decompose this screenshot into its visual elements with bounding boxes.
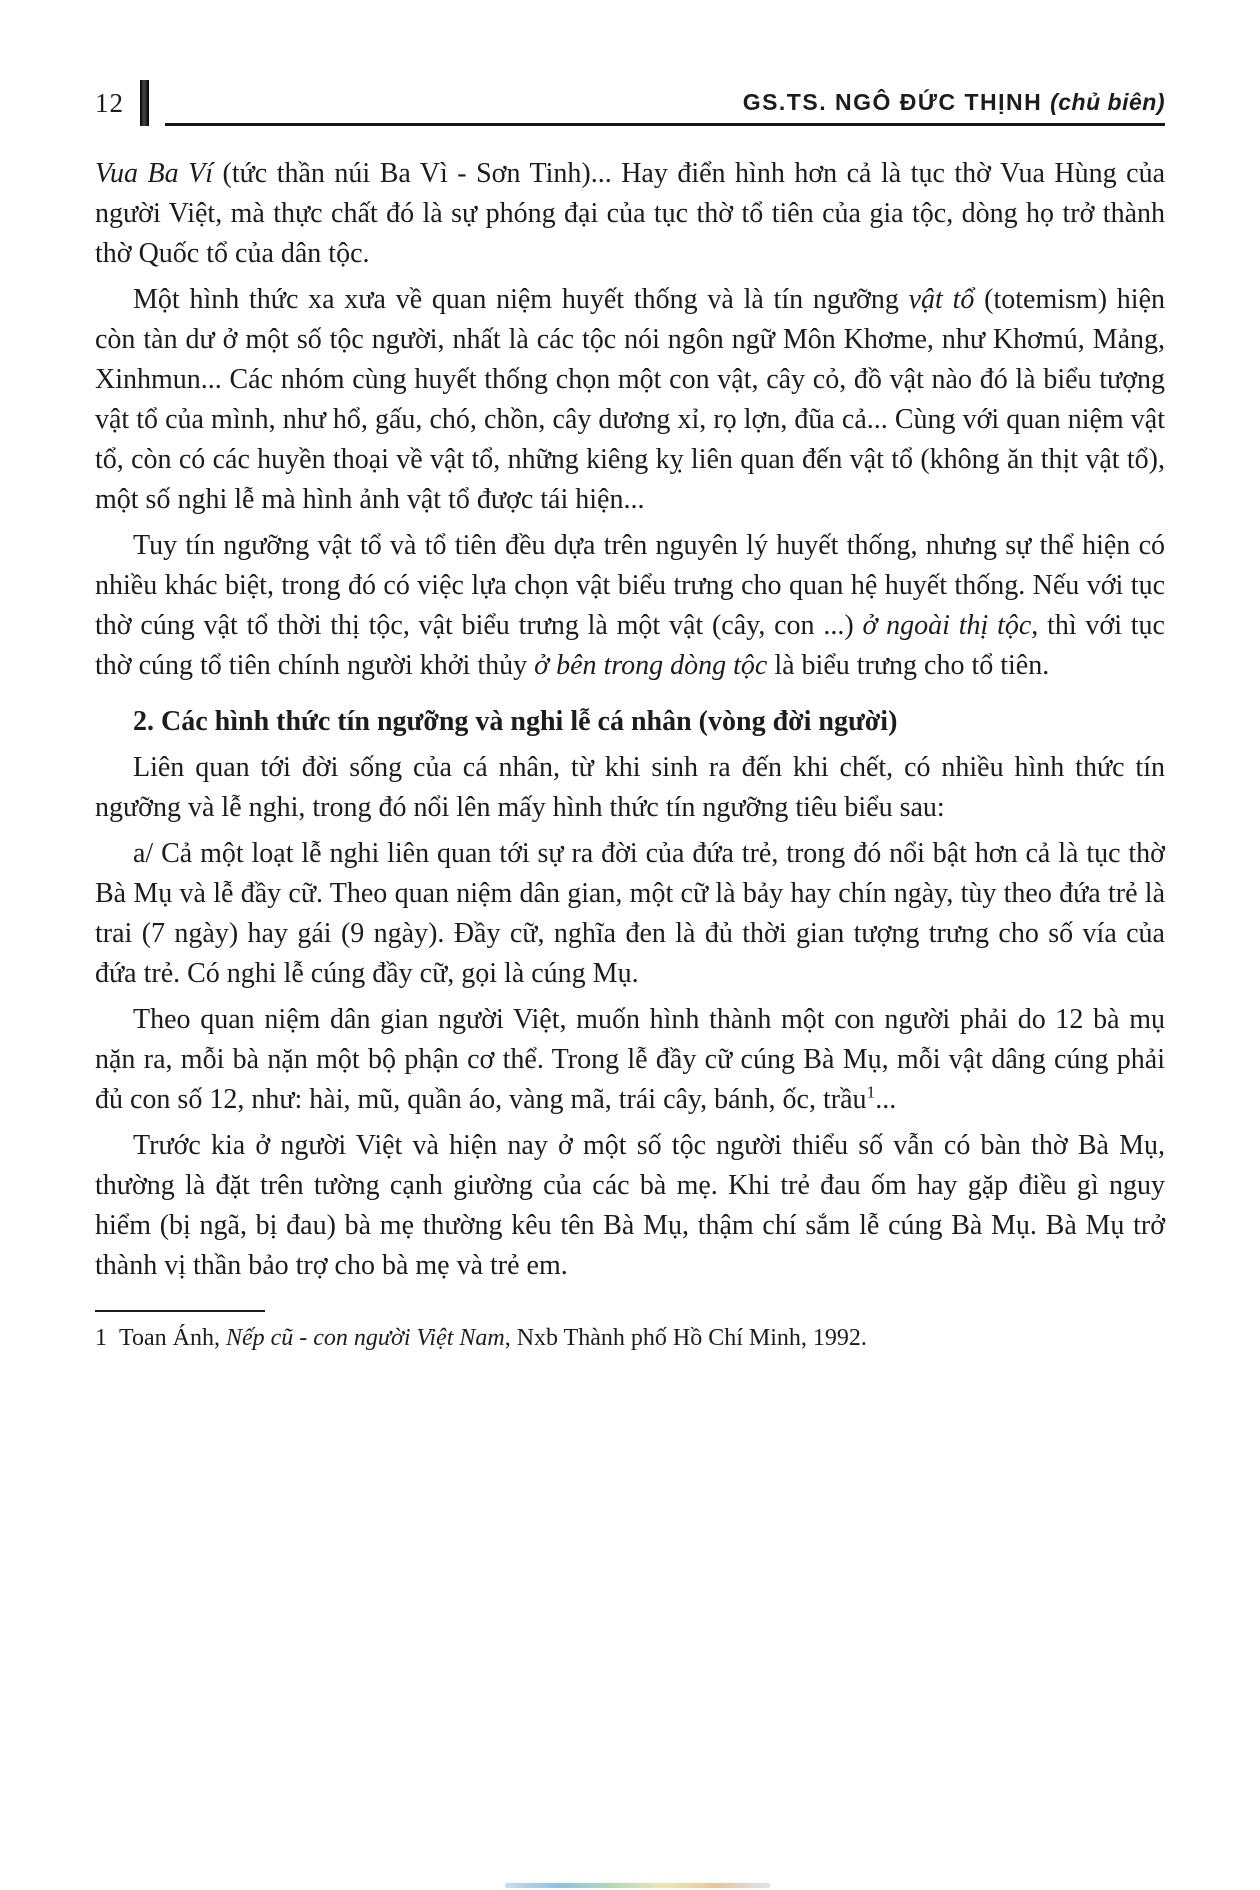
paragraph — [95, 834, 1165, 994]
scan-artifact-strip — [505, 1883, 770, 1888]
text-run: (tức thần núi Ba Vì - Sơn Tinh)... Hay điển hình hơn cả là tục thờ Vua Hùng của người Việt, mà thực chất đó là sự phóng đại của tục thờ tổ tiên của gia tộc, dòng họ trở thành thờ Quốc tổ của dân tộc. — [95, 158, 1166, 269]
emphasized-text: vật tổ — [908, 284, 975, 315]
text-run: Trước kia ở người Việt và hiện nay ở một số tộc người thiểu số vẫn có bàn thờ Bà Mụ, thường là đặt trên tường cạnh giường của các bà mẹ. Khi trẻ đau ốm hay gặp điều gì nguy hiểm (bị ngã, bị đau) bà mẹ thường kêu tên Bà Mụ, thậm chí sắm lễ cúng Bà Mụ. Bà Mụ trở thành vị thần bảo trợ cho bà mẹ và trẻ em. — [95, 1130, 1165, 1281]
page-header — [95, 80, 1165, 126]
text-run: ... — [875, 1084, 897, 1115]
paragraph — [95, 748, 1165, 828]
section-heading — [95, 702, 1165, 742]
footnote-rule — [95, 1310, 265, 1312]
page-body — [95, 154, 1165, 1286]
running-head-author: GS.TS. NGÔ ĐỨC THỊNH — [742, 89, 1051, 115]
paragraph — [95, 1000, 1165, 1120]
text-run: Một hình thức xa xưa về quan niệm huyết thống và là tín ngưỡng — [133, 284, 909, 315]
paragraph — [95, 526, 1165, 686]
text-run: Liên quan tới đời sống của cá nhân, từ khi sinh ra đến khi chết, có nhiều hình thức tín ngưỡng và lễ nghi, trong đó nổi lên mấy hình thức tín ngưỡng tiêu biểu sau: — [95, 752, 1165, 823]
text-run: Tuy tín ngưỡng vật tổ và tổ tiên đều dựa trên nguyên lý huyết thống, nhưng sự thể hiện có nhiều khác biệt, trong đó có việc lựa chọn vật biểu trưng cho quan hệ huyết thống. Nếu với tục thờ cúng vật tổ thời thị tộc, vật biểu trưng là một vật (cây, con ...) — [95, 530, 1165, 641]
emphasized-text: ở bên trong dòng tộc — [534, 650, 768, 681]
footnote-text — [95, 1322, 1165, 1356]
paragraph — [95, 1126, 1165, 1286]
running-head — [165, 89, 1165, 123]
paragraph — [95, 154, 1165, 274]
text-run: là biểu trưng cho tổ tiên. — [767, 650, 1050, 681]
text-run: 1 Toan Ánh, — [95, 1325, 226, 1351]
footnote-ref-mark: 1 — [866, 1082, 876, 1102]
page-number: 12 — [95, 88, 124, 118]
running-head-role: (chủ biên) — [1050, 89, 1165, 115]
paragraph — [95, 280, 1165, 520]
text-run: Theo quan niệm dân gian người Việt, muốn hình thành một con người phải do 12 bà mụ nặn ra, mỗi bà nặn một bộ phận cơ thể. Trong lễ đầy cữ cúng Bà Mụ, mỗi vật dâng cúng phải đủ con số 12, như: hài, mũ, quần áo, vàng mã, trái cây, bánh, ốc, trầu — [95, 1004, 1165, 1115]
emphasized-text: ở ngoài thị tộc — [862, 610, 1032, 641]
text-run: 2. Các hình thức tín ngưỡng và nghi lễ cá nhân (vòng đời người) — [133, 706, 898, 737]
text-run: , Nxb Thành phố Hồ Chí Minh, 1992. — [504, 1325, 867, 1351]
header-right — [165, 89, 1165, 126]
text-run: , thì với tục thờ cúng tổ tiên chính người khởi thủy — [95, 610, 1165, 681]
footnote — [95, 1310, 1165, 1356]
text-run: (totemism) hiện còn tàn dư ở một số tộc người, nhất là các tộc nói ngôn ngữ Môn Khơme, như Khơmú, Mảng, Xinhmun... Các nhóm cùng huyết thống chọn một con vật, cây cỏ, đồ vật nào đó là biểu tượng vật tổ của mình, như hổ, gấu, chó, chồn, cây dương xỉ, rọ lợn, đũa cả... Cùng với quan niệm vật tổ, còn có các huyền thoại về vật tổ, những kiêng kỵ liên quan đến vật tổ (không ăn thịt vật tổ), một số nghi lễ mà hình ảnh vật tổ được tái hiện... — [95, 284, 1166, 515]
header-rule — [165, 123, 1165, 126]
header-ornament-bar — [140, 80, 149, 126]
emphasized-text: Nếp cũ - con người Việt Nam — [225, 1325, 505, 1351]
emphasized-text: Vua Ba Ví — [95, 158, 214, 189]
text-run: a/ Cả một loạt lễ nghi liên quan tới sự ra đời của đứa trẻ, trong đó nổi bật hơn cả là tục thờ Bà Mụ và lễ đầy cữ. Theo quan niệm dân gian, một cữ là bảy hay chín ngày, tùy theo đứa trẻ là trai (7 ngày) hay gái (9 ngày). Đầy cữ, nghĩa đen là đủ thời gian tượng trưng cho số vía của đứa trẻ. Có nghi lễ cúng đầy cữ, gọi là cúng Mụ. — [95, 838, 1165, 989]
